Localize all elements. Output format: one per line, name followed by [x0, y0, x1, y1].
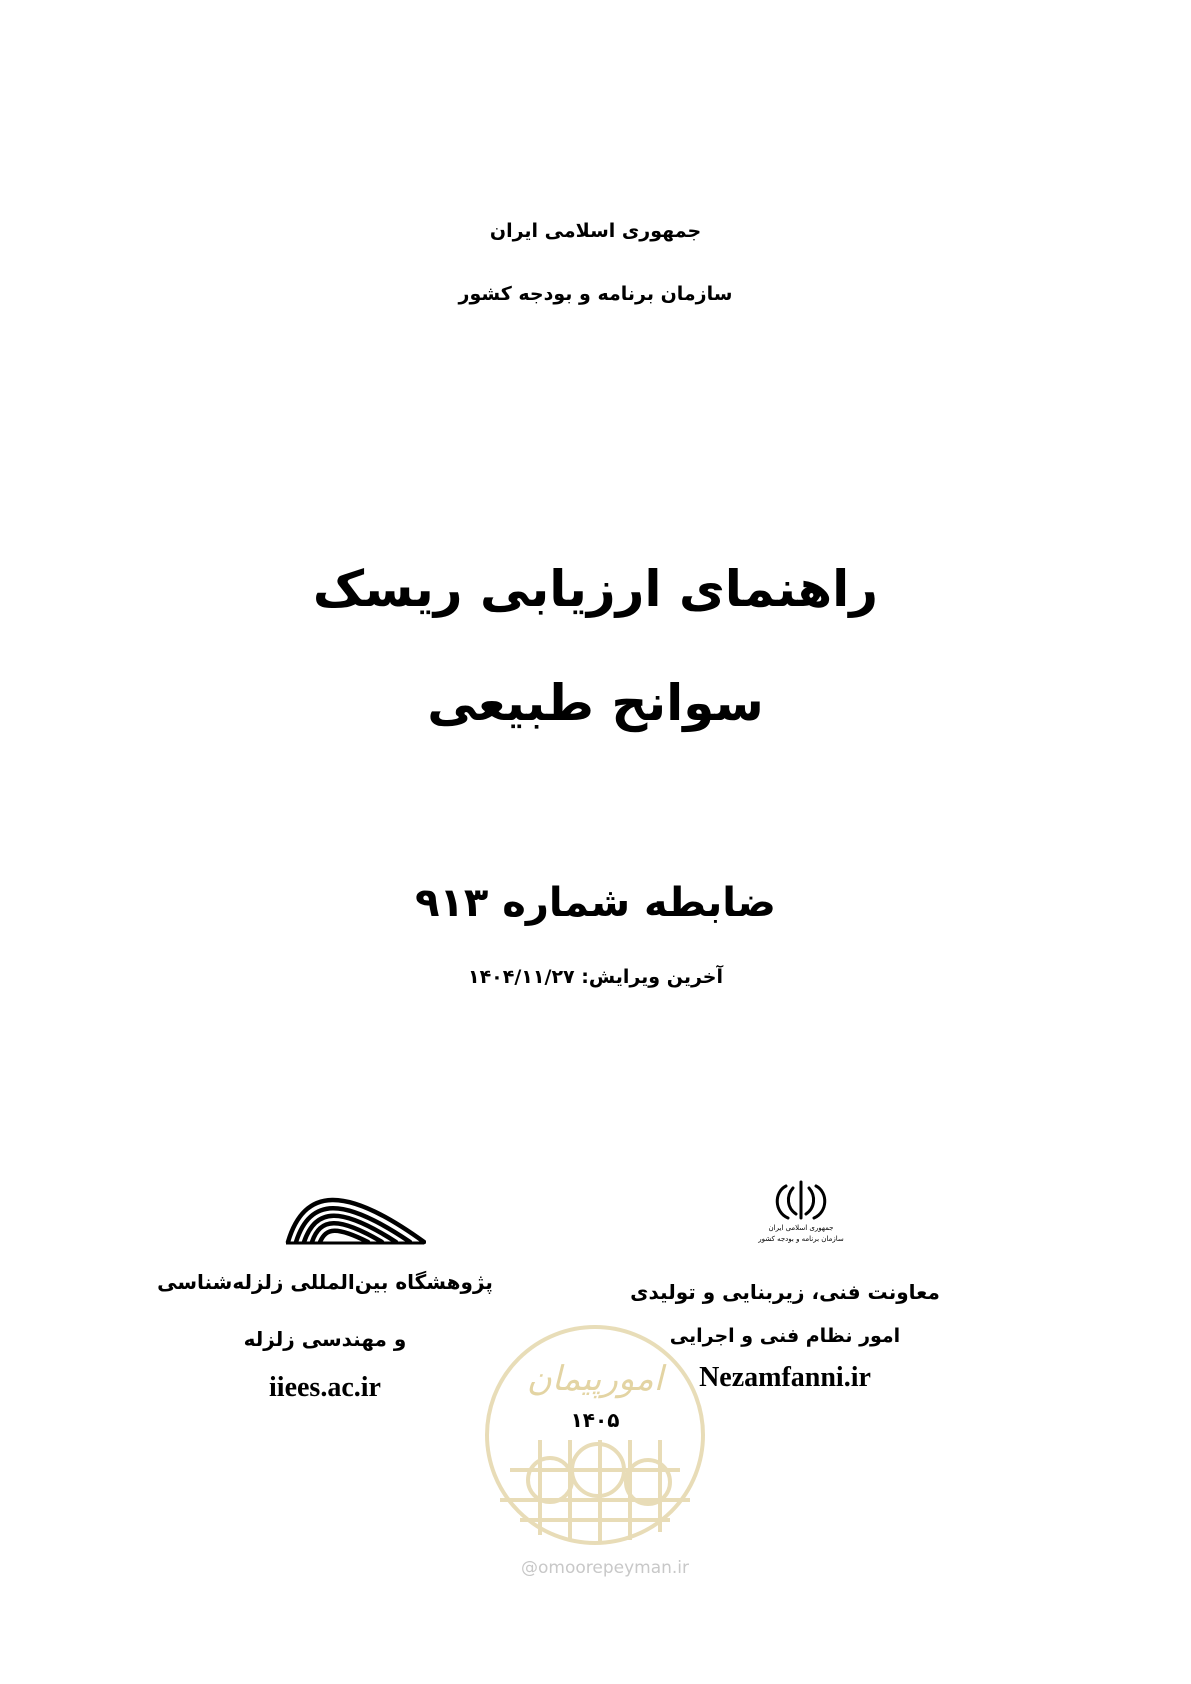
watermark-logo-icon — [480, 1320, 710, 1550]
iiees-logo-icon — [284, 1180, 426, 1246]
document-title-line2: سوانح طبیعی — [427, 674, 764, 732]
left-org-name-line1: پژوهشگاه بین‌المللی زلزله‌شناسی — [157, 1270, 493, 1294]
emblem-caption-line1: جمهوری اسلامی ایران — [768, 1224, 834, 1232]
iran-emblem-icon — [756, 1178, 846, 1258]
header-country: جمهوری اسلامی ایران — [489, 220, 702, 242]
regulation-number: ضابطه شماره ۹۱۳ — [415, 880, 776, 926]
emblem-caption-line2: سازمان برنامه و بودجه کشور — [758, 1235, 844, 1243]
right-org-name-line2: امور نظام فنی و اجرایی — [669, 1325, 901, 1347]
right-org-name-line1: معاونت فنی، زیربنایی و تولیدی — [630, 1280, 940, 1304]
left-org-url: iiees.ac.ir — [269, 1372, 381, 1403]
left-org-name-line2: و مهندسی زلزله — [243, 1327, 407, 1351]
watermark-text: @omoorepeyman.ir — [520, 1558, 690, 1578]
document-title-line1: راهنمای ارزیابی ریسک — [312, 560, 879, 618]
header-organization: سازمان برنامه و بودجه کشور — [458, 283, 733, 305]
watermark-logo-text: امورپیمان — [526, 1359, 664, 1399]
right-org-url: Nezamfanni.ir — [699, 1362, 871, 1393]
publication-year: ۱۴۰۵ — [570, 1408, 620, 1432]
last-edit-date: آخرین ویرایش: ۱۴۰۴/۱۱/۲۷ — [467, 966, 723, 988]
